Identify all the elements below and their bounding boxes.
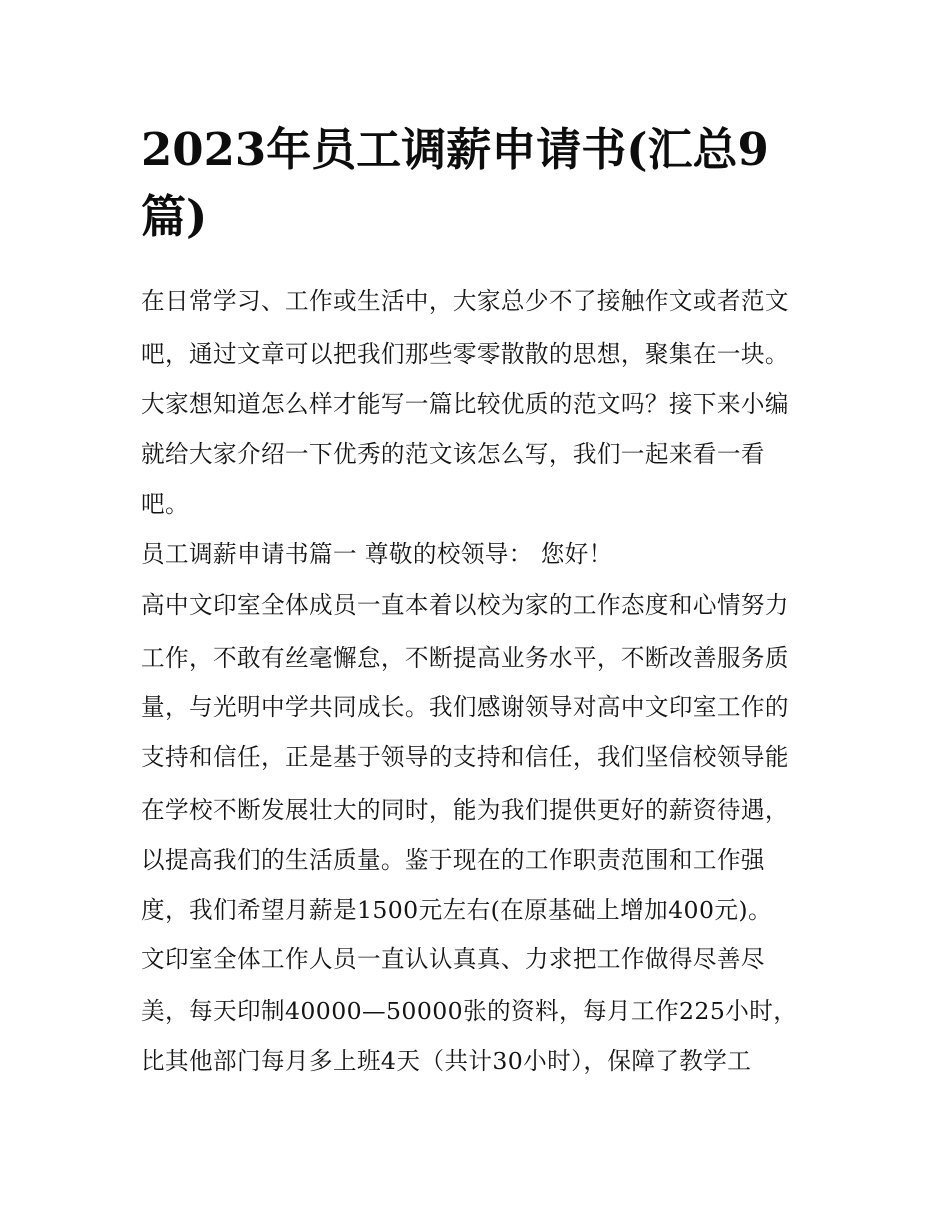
body-line: 高中文印室全体成员一直本着以校为家的工作态度和心情努力 <box>141 591 789 619</box>
title-line-1: 2023年员工调薪申请书(汇总9 <box>141 123 769 176</box>
body-line: 就给大家介绍一下优秀的范文该怎么写，我们一起来看一看 <box>141 440 765 468</box>
body-line: 美，每天印制40000—50000张的资料，每月工作225小时， <box>141 997 798 1025</box>
body-line: 工作，不敢有丝毫懈怠，不断提高业务水平，不断改善服务质 <box>141 644 789 672</box>
body-line: 比其他部门每月多上班4天（共计30小时），保障了教学工 <box>141 1047 752 1075</box>
body-line: 以提高我们的生活质量。鉴于现在的工作职责范围和工作强 <box>141 846 765 874</box>
body-line: 度，我们希望月薪是1500元左右(在原基础上增加400元)。 <box>141 896 772 924</box>
body-line: 在学校不断发展壮大的同时，能为我们提供更好的薪资待遇， <box>141 796 789 824</box>
body-line: 大家想知道怎么样才能写一篇比较优质的范文吗？接下来小编 <box>141 390 789 418</box>
body-line: 吧。 <box>141 490 189 518</box>
title-line-2: 篇) <box>141 190 208 243</box>
body-line: 支持和信任，正是基于领导的支持和信任，我们坚信校领导能 <box>141 743 789 771</box>
body-line: 量，与光明中学共同成长。我们感谢领导对高中文印室工作的 <box>141 693 789 721</box>
body-line: 在日常学习、工作或生活中，大家总少不了接触作文或者范文 <box>141 287 789 315</box>
body-line: 吧，通过文章可以把我们那些零零散散的思想，聚集在一块。 <box>141 340 789 368</box>
body-line: 文印室全体工作人员一直认认真真、力求把工作做得尽善尽 <box>141 945 765 973</box>
document-title <box>141 116 821 250</box>
section-heading-line: 员工调薪申请书篇一 尊敬的校领导： 您好！ <box>141 540 613 568</box>
